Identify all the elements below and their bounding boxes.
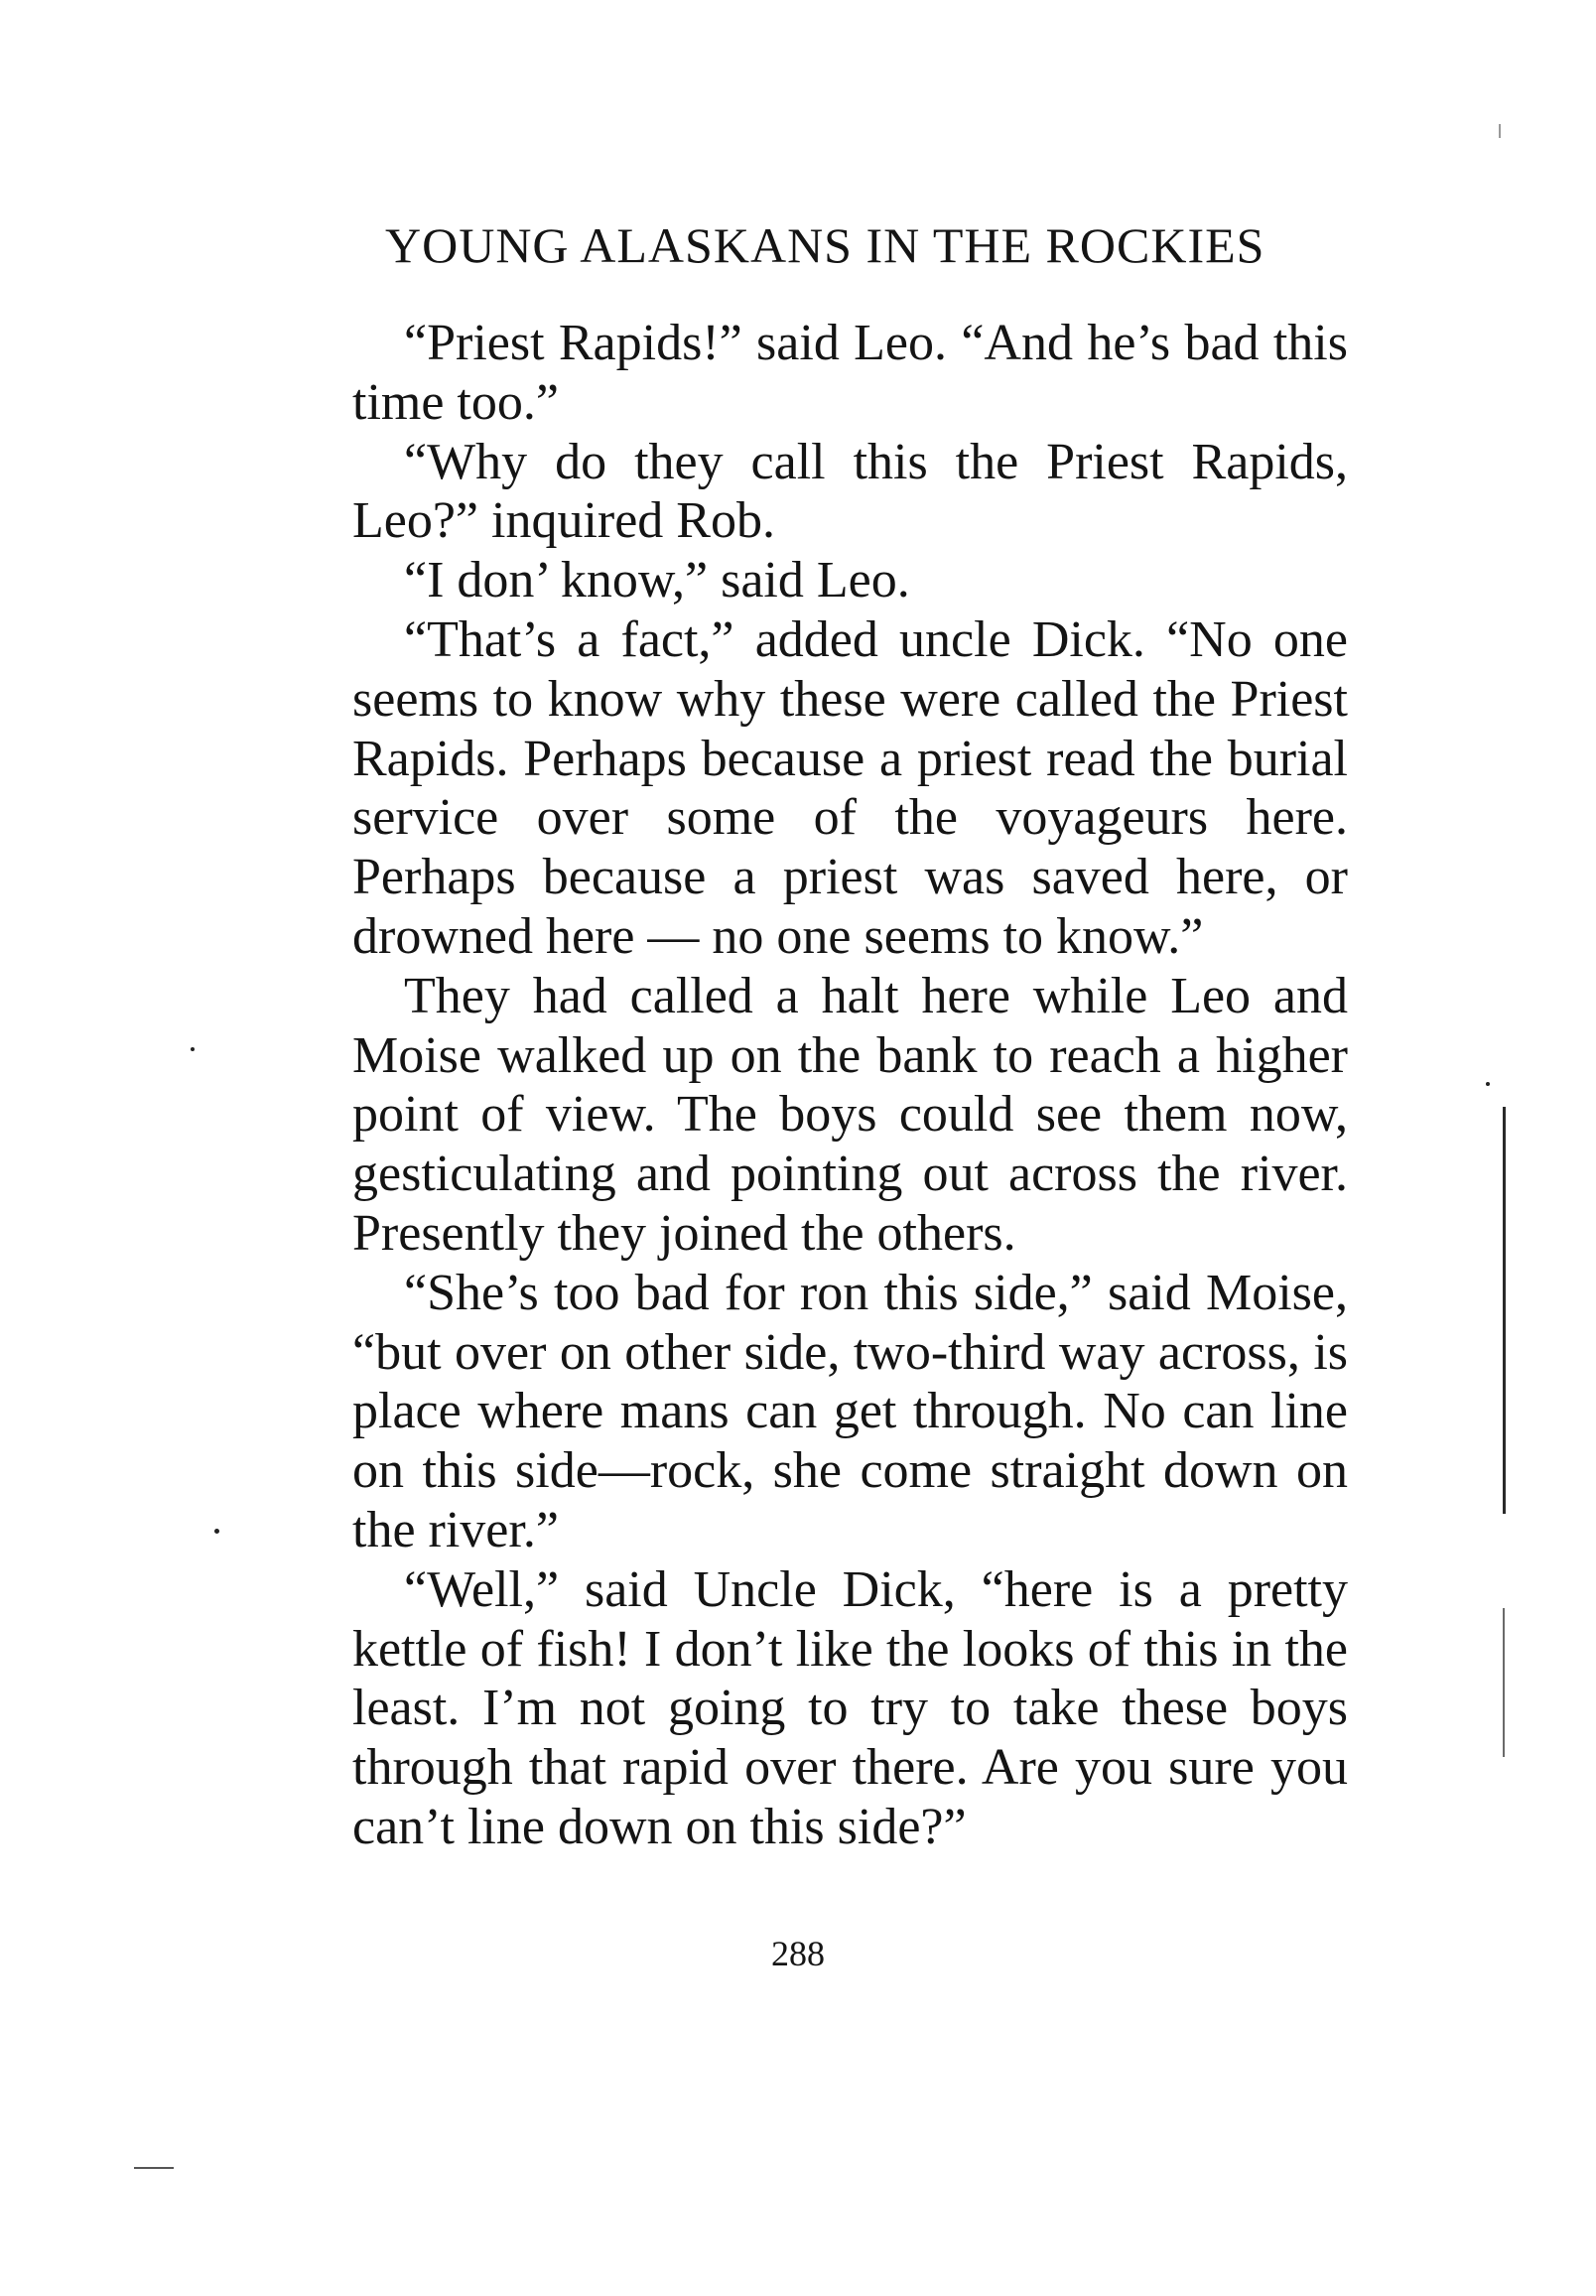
scan-speck (191, 1047, 195, 1051)
scan-speck (1486, 1082, 1490, 1086)
scan-speck (214, 1529, 219, 1534)
running-title: YOUNG ALASKANS IN THE ROCKIES (385, 217, 1265, 273)
scan-tick-mark (1499, 124, 1501, 138)
scan-line-mark-lower (1503, 1608, 1505, 1757)
paragraph-5: They had called a halt here while Leo and Moise walked up on the bank to reach a higher point of view. The boys could see them now, gesticulating and pointing out across the river. Presently they joined the others. (352, 967, 1348, 1262)
page-number: 288 (771, 1934, 825, 1973)
paragraph-2: “Why do they call this the Priest Rapids, Leo?” inquired Rob. (352, 433, 1348, 550)
scan-line-mark (1503, 1107, 1506, 1514)
paragraph-7: “Well,” said Uncle Dick, “here is a pretty kettle of fish! I don’t like the looks of this in the least. I’m not going to try to take these boys through that rapid over there. Are you sure you can’t line down on this side?” (352, 1560, 1348, 1855)
scan-dash-mark (134, 2167, 174, 2169)
paragraph-3: “I don’ know,” said Leo. (404, 552, 910, 609)
paragraph-6: “She’s too bad for ron this side,” said Moise, “but over on other side, two-third way across, is place where mans can get through. No can line on this side—rock, she come straight down on the river.” (352, 1264, 1348, 1558)
paragraph-4: “That’s a fact,” added uncle Dick. “No one seems to know why these were called the Priest Rapids. Perhaps because a priest read the burial service over some of the voyageurs here. Perhaps because a priest was saved here, or drowned here — no one seems to know.” (352, 610, 1348, 965)
paragraph-1: “Priest Rapids!” said Leo. “And he’s bad this time too.” (352, 315, 1348, 431)
body-text (352, 314, 1348, 1857)
